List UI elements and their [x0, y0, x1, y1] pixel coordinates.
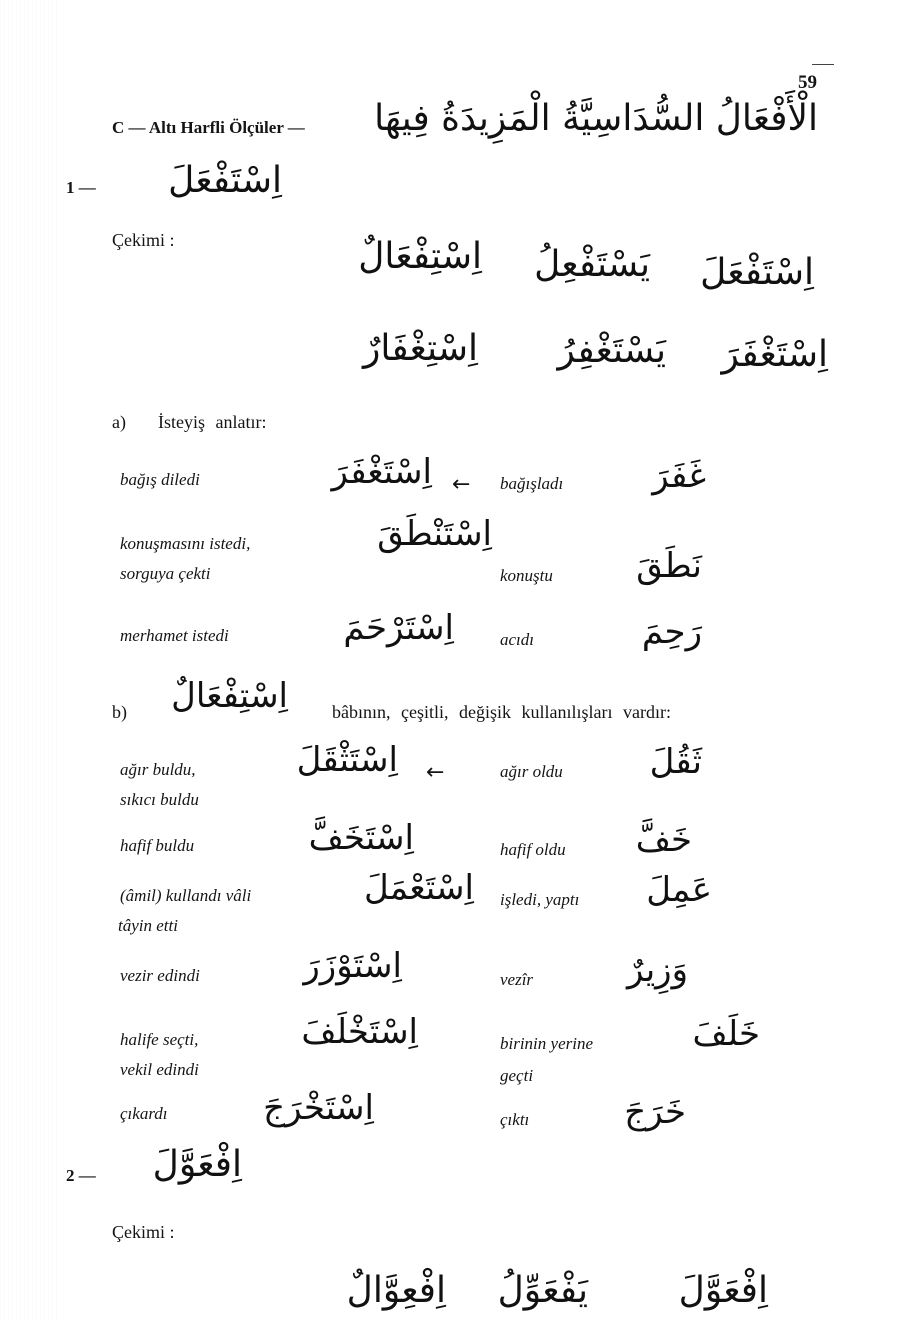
example-b6-root-meaning: çıktı	[500, 1110, 530, 1129]
conjugation-example-past: اِسْتَغْفَرَ	[721, 334, 828, 375]
example-b5-derived-meaning-2: vekil edindi	[120, 1060, 199, 1079]
example-b6-root-arabic: خَرَجَ	[624, 1092, 686, 1132]
example-b6-derived-meaning: çıkardı	[120, 1104, 168, 1123]
subsection-b-label: b)	[112, 702, 127, 722]
example-a1-derived-arabic: اِسْتَغْفَرَ	[331, 452, 432, 492]
scan-shadow	[0, 0, 60, 1320]
example-b3-root-arabic: عَمِلَ	[646, 870, 712, 910]
example-a2-derived-meaning-1: konuşmasını istedi,	[120, 534, 251, 553]
section-2-number: 2 —	[66, 1166, 96, 1185]
section-2-conjugation-past: اِفْعَوَّلَ	[678, 1270, 768, 1311]
example-a2-derived-meaning-2: sorguya çekti	[120, 564, 211, 583]
page-number: 59	[798, 72, 817, 93]
example-b2-root-arabic: خَفَّ	[635, 820, 692, 860]
example-b2-root-meaning: hafif oldu	[500, 840, 566, 859]
conjugation-past: اِسْتَفْعَلَ	[700, 252, 814, 293]
example-b3-derived-meaning-2: tâyin etti	[118, 916, 178, 935]
example-b6-derived-arabic: اِسْتَخْرَجَ	[263, 1088, 374, 1128]
example-a3-derived-arabic: اِسْتَرْحَمَ	[343, 608, 454, 648]
subsection-b-text: bâbının, çeşitli, değişik kullanılışları vardır:	[332, 702, 671, 722]
example-a2-root-arabic: نَطَقَ	[636, 546, 702, 586]
subsection-a-text: İsteyiş anlatır:	[158, 412, 267, 432]
section-1-number: 1 —	[66, 178, 96, 197]
example-b4-derived-meaning: vezir edindi	[120, 966, 200, 985]
example-a3-root-meaning: acıdı	[500, 630, 534, 649]
example-a3-derived-meaning: merhamet istedi	[120, 626, 229, 645]
conjugation-example-masdar: اِسْتِغْفَارٌ	[363, 328, 478, 369]
example-a1-arrow: ←	[452, 472, 471, 497]
subsection-b-arabic: اِسْتِفْعَالٌ	[171, 676, 288, 716]
example-b5-derived-meaning-1: halife seçti,	[120, 1030, 199, 1049]
conjugation-present: يَسْتَفْعِلُ	[534, 244, 650, 285]
example-b4-root-meaning: vezîr	[500, 970, 534, 989]
example-b3-derived-arabic: اِسْتَعْمَلَ	[363, 868, 474, 908]
example-b4-derived-arabic: اِسْتَوْزَرَ	[303, 946, 402, 986]
section-1-pattern: اِسْتَفْعَلَ	[168, 160, 282, 201]
subsection-a-label: a)	[112, 412, 126, 432]
example-b5-derived-arabic: اِسْتَخْلَفَ	[301, 1012, 418, 1052]
example-b1-root-meaning: ağır oldu	[500, 762, 563, 781]
example-a2-derived-arabic: اِسْتَنْطَقَ	[377, 514, 492, 554]
example-a3-root-arabic: رَحِمَ	[641, 612, 702, 652]
section-heading-arabic: الْأَفْعَالُ السُّدَاسِيَّةُ الْمَزِيدَةُ فِيهَا	[374, 98, 818, 139]
example-b3-derived-meaning-1: (âmil) kullandı vâli	[120, 886, 252, 905]
page-corner-mark	[812, 64, 834, 65]
example-b5-root-arabic: خَلَفَ	[692, 1014, 760, 1054]
example-b1-derived-meaning-1: ağır buldu,	[120, 760, 196, 779]
example-b1-arrow: ←	[426, 760, 445, 785]
example-a1-root-meaning: bağışladı	[500, 474, 564, 493]
example-a1-derived-meaning: bağış diledi	[120, 470, 200, 489]
section-2-pattern: اِفْعَوَّلَ	[152, 1144, 242, 1185]
example-b4-root-arabic: وَزِيرٌ	[626, 950, 688, 990]
section-2-cekimi-label: Çekimi :	[112, 1222, 175, 1242]
conjugation-masdar: اِسْتِفْعَالٌ	[358, 236, 482, 277]
example-b1-root-arabic: ثَقُلَ	[649, 742, 702, 782]
example-a2-root-meaning: konuştu	[500, 566, 553, 585]
section-2-conjugation-present: يَفْعَوِّلُ	[497, 1270, 588, 1311]
conjugation-example-present: يَسْتَغْفِرُ	[557, 330, 666, 371]
cekimi-label: Çekimi :	[112, 230, 175, 250]
section-heading: C — Altı Harfli Ölçüler —	[112, 118, 305, 137]
example-b1-derived-meaning-2: sıkıcı buldu	[120, 790, 199, 809]
section-2-conjugation-masdar: اِفْعِوَّالٌ	[346, 1270, 446, 1311]
example-b2-derived-meaning: hafif buldu	[120, 836, 195, 855]
example-b2-derived-arabic: اِسْتَخَفَّ	[308, 818, 414, 858]
example-a1-root-arabic: غَفَرَ	[652, 456, 706, 496]
example-b1-derived-arabic: اِسْتَثْقَلَ	[296, 740, 398, 780]
example-b5-root-meaning-1: birinin yerine	[500, 1034, 594, 1053]
example-b5-root-meaning-2: geçti	[500, 1066, 534, 1085]
example-b3-root-meaning: işledi, yaptı	[500, 890, 580, 909]
